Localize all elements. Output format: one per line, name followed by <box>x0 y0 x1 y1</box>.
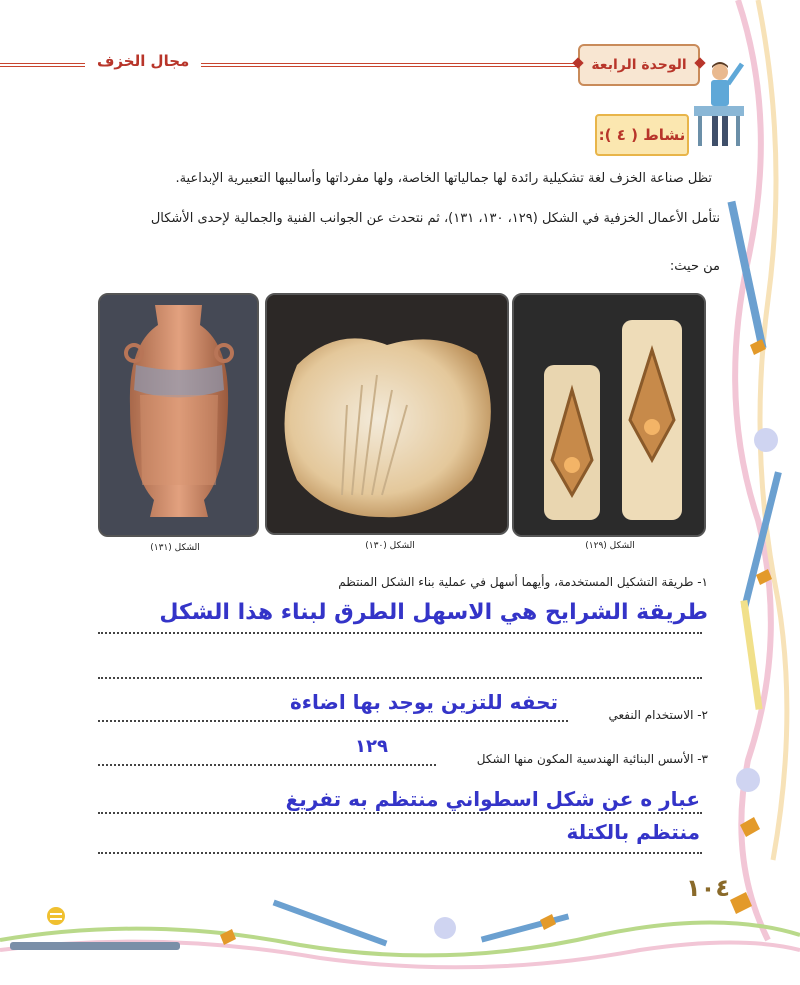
question-1-label: ١- طريقة التشكيل المستخدمة، وأيهما أسهل في عملية بناء الشكل المنتظم <box>338 575 708 589</box>
figure-130-photo <box>265 293 509 535</box>
answer-line <box>98 720 568 722</box>
question-1-answer: طريقة الشرايح هي الاسهل الطرق لبناء هذا الشكل <box>159 600 708 625</box>
figure-129-photo <box>512 293 706 537</box>
intro-line-2: نتأمل الأعمال الخزفية في الشكل (١٢٩، ١٣٠، ١٣١)، ثم نتحدث عن الجوانب الفنية والجمالية لإحدى الأشكال <box>150 211 720 226</box>
figure-131-caption: الشكل (١٣١) <box>150 543 200 553</box>
publisher-logo <box>45 890 67 928</box>
field-title: مجال الخزف <box>85 52 201 70</box>
intro-line-3: من حيث: <box>669 259 720 274</box>
activity-label: نشاط ( ٤ ): <box>595 114 689 156</box>
unit-badge: الوحدة الرابعة <box>578 44 700 86</box>
question-3-answer-line-2: عبار ه عن شكل اسطواني منتظم به تفريغ <box>285 787 700 811</box>
answer-line <box>98 764 436 766</box>
figure-130-caption: الشكل (١٣٠) <box>365 541 415 551</box>
question-2-label: ٢- الاستخدام النفعي <box>608 708 708 722</box>
figure-131-photo <box>98 293 259 537</box>
answer-line <box>98 852 702 854</box>
question-2-answer: تحفه للتزين يوجد بها اضاءة <box>290 690 559 714</box>
answer-line <box>98 677 702 679</box>
figure-129-caption: الشكل (١٢٩) <box>585 541 635 551</box>
question-3-answer: ١٢٩ <box>355 736 388 757</box>
question-3-answer-line-3: منتظم بالكتلة <box>566 820 700 844</box>
intro-line-1: تظل صناعة الخزف لغة تشكيلية رائدة لها جمالياتها الخاصة، ولها مفرداتها وأساليبها التعبيرية الإبداعية. <box>175 171 712 186</box>
page-number: ١٠٤ <box>686 874 730 902</box>
decorative-border-right <box>718 0 800 985</box>
answer-line <box>98 812 702 814</box>
question-3-label: ٣- الأسس البنائية الهندسية المكون منها الشكل <box>476 752 708 766</box>
answer-line <box>98 632 702 634</box>
